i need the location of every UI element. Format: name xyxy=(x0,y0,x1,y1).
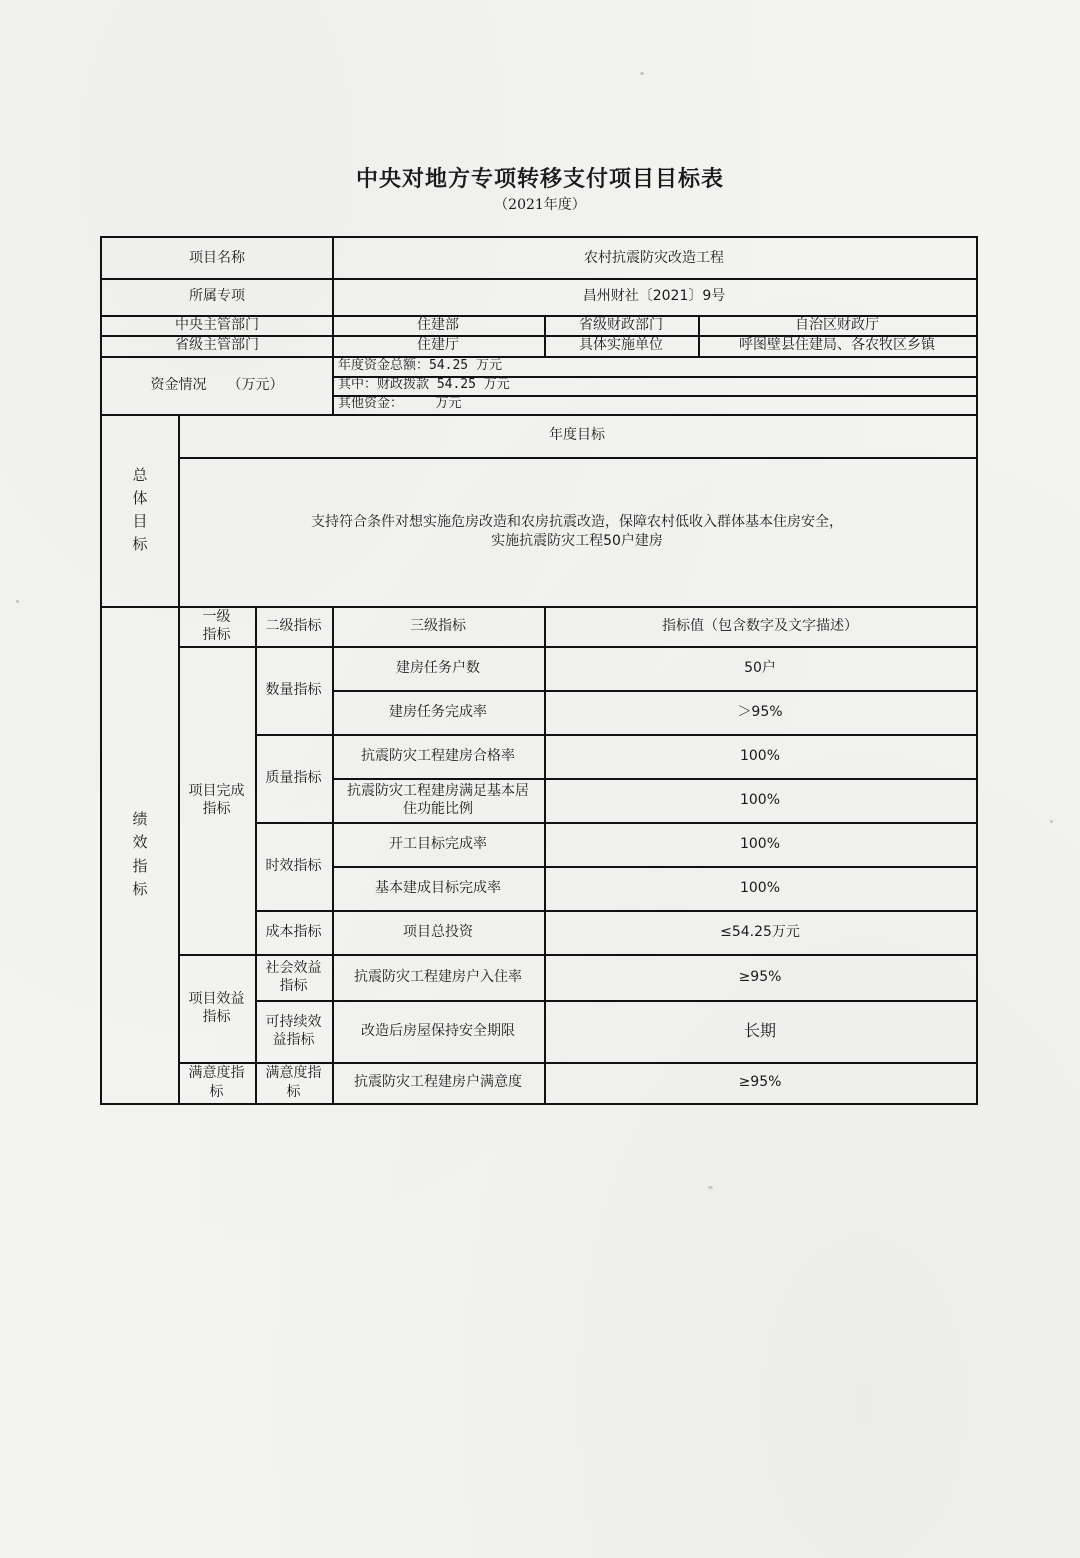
overall-goal-char: 目 xyxy=(132,512,148,530)
annual-goal-text xyxy=(178,457,976,606)
level2-quantity: 数量指标 xyxy=(265,681,322,698)
header-level3: 三级指标 xyxy=(410,617,466,634)
performance-char: 绩 xyxy=(132,810,148,828)
page-subtitle: （2021年度） xyxy=(494,197,586,213)
overall-goal-label xyxy=(102,414,178,606)
indicator-value: 100% xyxy=(739,835,781,852)
indicator-name: 改造后房屋保持安全期限 xyxy=(361,1022,515,1039)
indicator-name: 开工目标完成率 xyxy=(389,835,487,852)
performance-label xyxy=(102,606,178,1103)
scan-speck xyxy=(640,72,644,75)
scan-speck xyxy=(1050,820,1053,823)
level1-completion: 项目完成 指标 xyxy=(188,782,245,817)
scan-speck xyxy=(708,1186,713,1189)
target-table xyxy=(100,236,978,1105)
level1-satisfaction: 满意度指 标 xyxy=(188,1065,245,1100)
central-dept-value: 住建部 xyxy=(417,316,459,333)
performance-char: 效 xyxy=(132,833,148,852)
level2-satisfaction: 满意度指 标 xyxy=(265,1065,322,1100)
level2-timeliness: 时效指标 xyxy=(265,857,322,874)
indicator-value: ≥95% xyxy=(738,1074,782,1091)
indicator-name: 项目总投资 xyxy=(403,923,473,940)
header-value: 指标值（包含数字及文字描述） xyxy=(662,617,858,634)
prov-finance-value: 自治区财政厅 xyxy=(795,316,879,333)
indicator-name: 基本建成目标完成率 xyxy=(375,879,501,896)
funds-label: 资金情况 （万元） xyxy=(150,376,284,393)
indicator-value: ≥95% xyxy=(738,968,782,985)
level2-sustainable: 可持续效 益指标 xyxy=(265,1013,322,1048)
level2-quality: 质量指标 xyxy=(265,769,322,786)
overall-goal-char: 标 xyxy=(132,535,148,554)
level1-benefit: 项目效益 指标 xyxy=(188,990,245,1025)
performance-char: 标 xyxy=(132,879,148,898)
indicator-name: 建房任务完成率 xyxy=(389,703,487,720)
scan-speck xyxy=(16,600,19,603)
indicator-value: 100% xyxy=(739,879,781,896)
indicator-value: 100% xyxy=(739,747,781,764)
overall-goal-char: 总 xyxy=(132,465,148,484)
overall-goal-char: 体 xyxy=(132,488,148,507)
funds-fiscal: 其中：财政拨款 54.25 万元 xyxy=(338,377,510,393)
annual-goal-header: 年度目标 xyxy=(549,427,605,444)
funds-total: 年度资金总额：54.25 万元 xyxy=(338,357,502,373)
project-name-label: 项目名称 xyxy=(189,249,245,266)
indicator-value: ≤54.25万元 xyxy=(720,923,800,940)
prov-dept-label: 省级主管部门 xyxy=(175,337,259,354)
indicator-value: ＞95% xyxy=(737,703,783,720)
performance-char: 指 xyxy=(132,856,148,875)
indicator-name: 抗震防灾工程建房户满意度 xyxy=(354,1074,522,1091)
prov-dept-value: 住建厅 xyxy=(417,337,459,354)
central-dept-label: 中央主管部门 xyxy=(175,316,259,333)
indicator-value: 长期 xyxy=(743,1020,776,1040)
indicator-name: 建房任务户数 xyxy=(396,659,480,676)
indicator-name: 抗震防灾工程建房满足基本居 住功能比例 xyxy=(347,782,529,817)
indicator-name: 抗震防灾工程建房户入住率 xyxy=(354,968,522,985)
indicator-value: 50户 xyxy=(744,659,776,676)
annual-goal-line: 支持符合条件对想实施危房改造和农房抗震改造，保障农村低收入群体基本住房安全， xyxy=(311,514,843,531)
annual-goal-line: 实施抗震防灾工程50户建房 xyxy=(491,532,663,549)
impl-unit-label: 具体实施单位 xyxy=(579,337,663,354)
indicator-name: 抗震防灾工程建房合格率 xyxy=(361,747,515,764)
special-item-value: 昌州财社〔2021〕9号 xyxy=(582,288,726,305)
header-level1: 一级 指标 xyxy=(202,608,231,643)
funds-other: 其他资金： 万元 xyxy=(338,396,462,412)
level2-social: 社会效益 指标 xyxy=(265,959,322,994)
header-level2: 二级指标 xyxy=(265,617,322,634)
project-name-value: 农村抗震防灾改造工程 xyxy=(584,249,724,266)
impl-unit-value: 呼图壁县住建局、各农牧区乡镇 xyxy=(739,337,935,354)
level2-cost: 成本指标 xyxy=(265,923,322,940)
page-title: 中央对地方专项转移支付项目目标表 xyxy=(355,166,724,192)
special-item-label: 所属专项 xyxy=(189,288,245,305)
indicator-value: 100% xyxy=(739,791,781,808)
prov-finance-label: 省级财政部门 xyxy=(579,316,663,333)
